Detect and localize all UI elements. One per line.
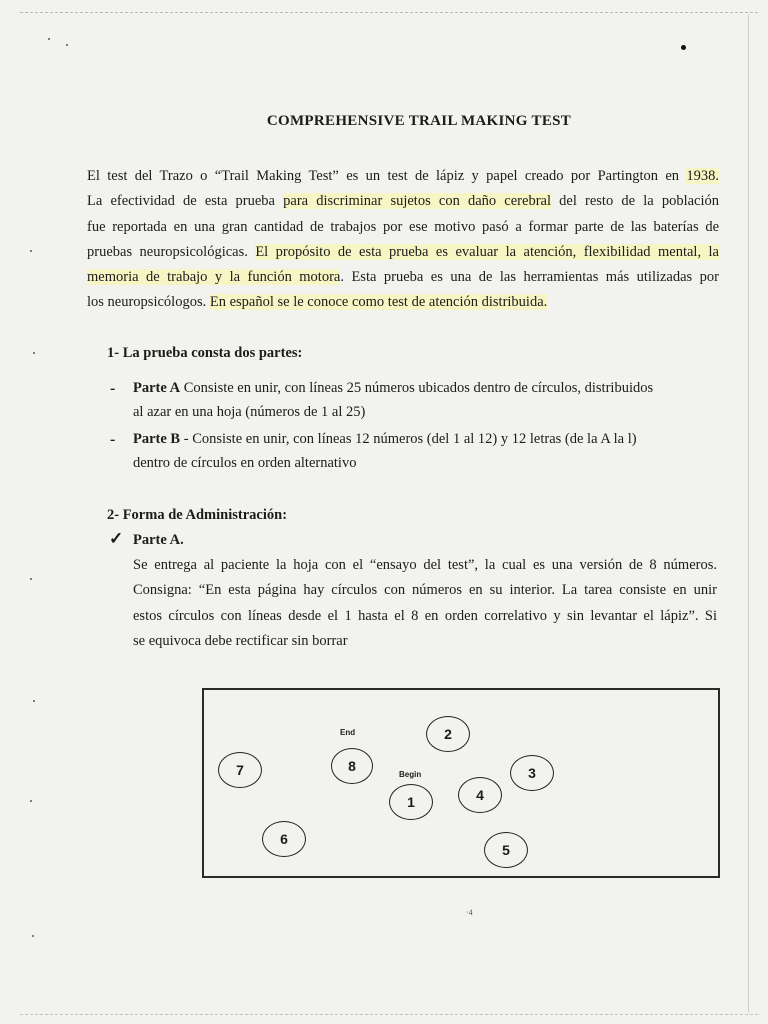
highlight: El propósito de esta prueba es evaluar la atención, flexibilidad mental, la [255,243,719,260]
circle-6: 6 [262,821,306,857]
highlight: para discriminar sujetos con daño cerebral [283,193,551,210]
intro-line: La efectividad de esta prueba para discriminar sujetos con daño cerebral del resto de la población [87,193,719,210]
part-a-subheading: Parte A. [133,532,184,548]
highlight: 1938. [686,168,719,184]
scan-speck [32,935,34,937]
section-2-heading: 2- Forma de Administración: [107,507,288,523]
circle-3: 3 [510,755,554,791]
page-bottom-edge [20,1014,758,1015]
scan-speck [66,44,68,46]
part-a-item: Parte A Consiste en unir, con líneas 25 números ubicados dentro de círculos, distribuidos al azar en una hoja (números de 1 al 25) [133,380,654,420]
scan-speck [33,700,35,702]
intro-paragraph [87,164,719,316]
scan-speck [33,352,35,354]
end-label: End [340,728,356,737]
scan-speck [30,578,32,580]
intro-line: los neuropsicólogos. En español se le conoce como test de atención distribuida. [87,294,548,311]
bullet-dash: - [110,431,116,448]
page-right-edge [748,14,749,1012]
part-b-label: Parte B [133,431,181,447]
scan-speck [30,800,32,802]
page-title: COMPREHENSIVE TRAIL MAKING TEST [266,113,572,129]
admin-line: Consigna: “En esta página hay círculos con números en su interior. La tarea consiste en unir [133,582,717,599]
intro-line: fue reportada en una gran cantidad de trabajos por ese motivo pasó a formar parte de las baterías de [87,218,719,235]
circle-8: 8 [331,748,373,784]
highlight: En español se le conoce como test de atención distribuida. [209,294,548,311]
circle-1: 1 [389,784,433,820]
page-mark: ·4 [466,908,473,917]
part-b-item: Parte B - Consiste en unir, con líneas 12 números (del 1 al 12) y 12 letras (de la A la l) dentro de círculos en orden alternativo [133,431,637,471]
admin-line: estos círculos con líneas desde el 1 hasta el 8 en orden correlativo y sin levantar el lápiz”. Si [133,607,717,624]
ink-blot [681,45,686,50]
admin-line: se equivoca debe rectificar sin borrar [133,632,348,649]
bullet-dash: - [110,380,116,397]
part-a-label: Parte A [133,380,181,396]
section-1-heading: 1- La prueba consta dos partes: [107,345,303,361]
intro-line: pruebas neuropsicológicas. El propósito de esta prueba es evaluar la atención, flexibilidad mental, la [87,243,719,260]
scan-speck [48,38,50,40]
circle-5: 5 [484,832,528,868]
begin-label: Begin [399,770,422,779]
circle-4: 4 [458,777,502,813]
intro-line: memoria de trabajo y la función motora. Esta prueba es una de las herramientas más utilizadas por [87,269,719,286]
checkmark-icon: ✓ [109,529,124,548]
page-top-edge [20,12,758,13]
circle-7: 7 [218,752,262,788]
circle-2: 2 [426,716,470,752]
intro-line: El test del Trazo o “Trail Making Test” es un test de lápiz y papel creado por Partington en 1938. [87,168,719,184]
admin-line: Se entrega al paciente la hoja con el “ensayo del test”, la cual es una versión de 8 números. [133,557,717,573]
administration-paragraph [133,553,717,654]
highlight: memoria de trabajo y la función motora [87,269,341,286]
trail-sample-figure [202,688,720,878]
scan-speck [30,250,32,252]
